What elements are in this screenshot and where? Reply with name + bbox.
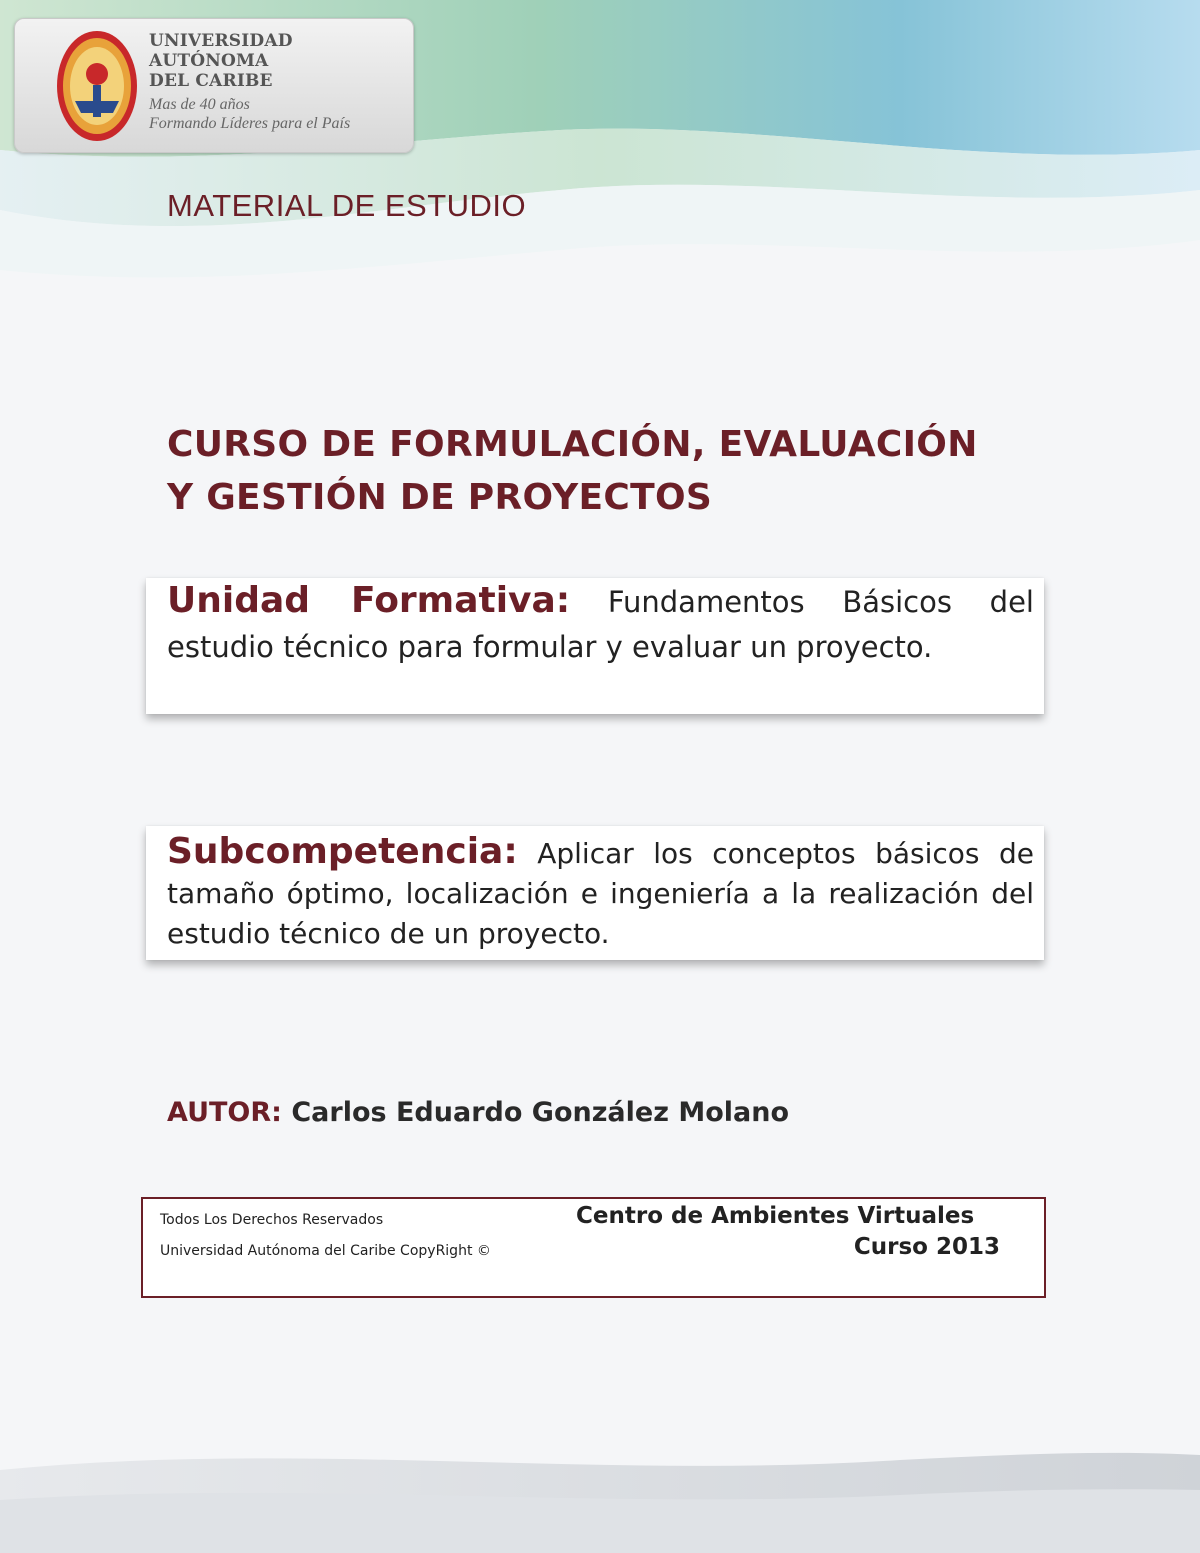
- course-title: [167, 418, 1067, 524]
- university-name: [149, 31, 293, 91]
- subcompetence-label: Subcompetencia:: [167, 831, 518, 872]
- course-title-line: Y GESTIÓN DE PROYECTOS: [167, 477, 713, 518]
- university-name-line: UNIVERSIDAD: [149, 31, 293, 51]
- university-name-line: DEL CARIBE: [149, 71, 273, 91]
- course-title-line: CURSO DE FORMULACIÓN, EVALUACIÓN: [167, 424, 978, 465]
- author-name: Carlos Eduardo González Molano: [291, 1097, 790, 1128]
- university-name-line: AUTÓNOMA: [149, 51, 269, 71]
- unit-label: Unidad Formativa:: [167, 580, 571, 621]
- tagline-line: Formando Líderes para el País: [149, 115, 351, 132]
- subcompetence-box: [146, 826, 1044, 960]
- center-name: Centro de Ambientes Virtuales: [576, 1203, 975, 1229]
- university-logo: [14, 18, 414, 153]
- rights-text: Todos Los Derechos Reservados: [160, 1212, 384, 1228]
- unit-description: [167, 578, 1034, 670]
- material-label: MATERIAL DE ESTUDIO: [167, 188, 527, 223]
- author-line: [167, 1097, 789, 1128]
- author-label: AUTOR:: [167, 1097, 282, 1128]
- copyright-text: Universidad Autónoma del Caribe CopyRight ©: [160, 1243, 491, 1259]
- course-year: Curso 2013: [853, 1234, 1000, 1260]
- unit-text: Fundamentos Básicos del estudio técnico para formular y evaluar un proyecto.: [167, 585, 1034, 664]
- subcompetence-description: [167, 832, 1034, 954]
- unit-box: [146, 578, 1044, 714]
- footer-box: [141, 1197, 1046, 1298]
- subcompetence-text: Aplicar los conceptos básicos de tamaño óptimo, localización e ingeniería a la realización del estudio técnico de un proyecto.: [167, 837, 1034, 950]
- university-seal-icon: [55, 29, 139, 143]
- university-tagline: [149, 95, 350, 133]
- tagline-line: Mas de 40 años: [149, 96, 250, 113]
